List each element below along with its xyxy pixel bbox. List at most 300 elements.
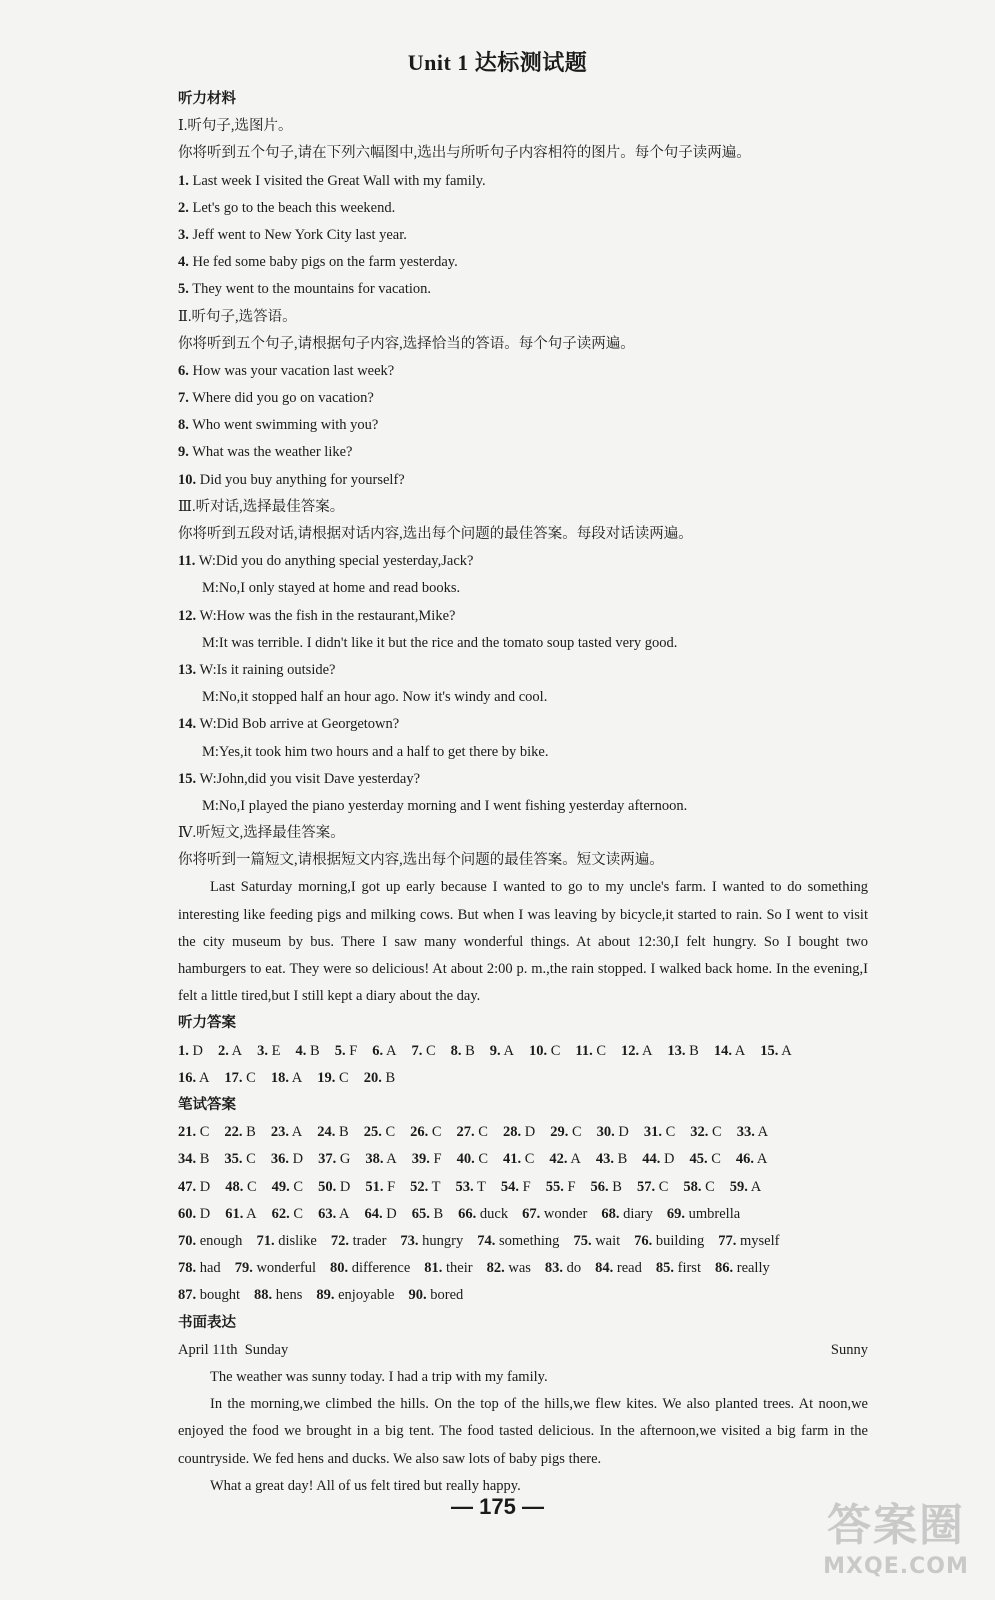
answer-value: hungry <box>418 1232 464 1249</box>
dialogue-line: M:No,it stopped half an hour ago. Now it's windy and cool. <box>202 689 548 706</box>
dialogue-line: M:No,I only stayed at home and read books. <box>202 580 461 597</box>
answer-value: F <box>518 1178 531 1195</box>
dialogue-line: M:Yes,it took him two hours and a half to get there by bike. <box>202 743 549 760</box>
answer-item <box>271 1065 302 1092</box>
answer-number: 67. <box>522 1205 541 1222</box>
answer-value: C <box>474 1151 488 1168</box>
dialogue-line: M:It was terrible. I didn't like it but the rice and the tomato soup tasted very good. <box>202 634 678 651</box>
answer-number: 16. <box>178 1069 197 1086</box>
answer-value: A <box>228 1042 243 1059</box>
answer-number: 71. <box>256 1232 275 1249</box>
answer-number: 3. <box>257 1042 269 1059</box>
answer-value: do <box>563 1260 582 1277</box>
answer-number: 12. <box>621 1042 640 1059</box>
answer-value: B <box>335 1124 349 1141</box>
answer-item <box>317 1119 348 1146</box>
answer-number: 2. <box>217 1042 229 1059</box>
answer-item <box>760 1038 791 1065</box>
answer-value: A <box>288 1069 303 1086</box>
answer-item <box>683 1174 714 1201</box>
listening-answers-heading: 听力答案 <box>178 1015 236 1032</box>
answer-value: B <box>306 1042 320 1059</box>
answer-value: difference <box>348 1260 411 1277</box>
answer-number: 47. <box>178 1178 197 1195</box>
answer-row <box>178 1255 868 1282</box>
answer-number: 88. <box>254 1287 273 1304</box>
answer-value: wonder <box>540 1205 588 1222</box>
answer-item <box>411 1038 435 1065</box>
answer-row <box>178 1282 868 1309</box>
answer-value: A <box>288 1124 303 1141</box>
answer-value: D <box>614 1124 629 1141</box>
answer-value: trader <box>348 1232 387 1249</box>
answer-item <box>365 1201 397 1228</box>
dialogue-line: 14. W:Did Bob arrive at Georgetown? <box>178 716 400 733</box>
answer-item <box>456 1174 486 1201</box>
answer-value: D <box>288 1151 304 1168</box>
answer-item <box>409 1282 464 1309</box>
answer-value: umbrella <box>685 1205 741 1222</box>
answer-number: 69. <box>666 1205 686 1222</box>
answer-item <box>335 1038 358 1065</box>
answer-value: really <box>733 1260 770 1277</box>
answer-number: 66. <box>458 1205 477 1222</box>
answer-item <box>178 1065 209 1092</box>
answer-number: 73. <box>400 1232 419 1249</box>
answer-number: 29. <box>550 1124 569 1141</box>
list-item: 4. He fed some baby pigs on the farm yesterday. <box>178 254 458 271</box>
answer-value: C <box>655 1178 669 1195</box>
answer-number: 79. <box>234 1260 253 1277</box>
answer-item <box>550 1119 581 1146</box>
answer-value: C <box>381 1124 396 1141</box>
answer-value: A <box>336 1205 350 1222</box>
answer-item <box>642 1146 674 1173</box>
answer-value: A <box>754 1151 768 1168</box>
passage: Last Saturday morning,I got up early because I wanted to go to my uncle's farm. I wanted to do something interesting like feeding pigs and milking cows. But when I was leaving by bicycle,it started to rain. So I went to visit the city museum by bus. There I saw many wonderful things. At about 12:30,I felt hungry. So I bought two hamburgers to eat. They were so delicious! At about 2:00 p. m.,the rain stopped. I walked back home. In the evening,I felt a little tired,but I still kept a diary about the day. <box>178 879 868 1005</box>
answer-value: C <box>661 1124 676 1141</box>
answer-item <box>254 1282 302 1309</box>
answer-item <box>451 1038 475 1065</box>
answer-value: dislike <box>274 1232 317 1249</box>
answer-value: C <box>568 1124 582 1141</box>
answer-item <box>400 1228 463 1255</box>
answer-item <box>225 1174 256 1201</box>
answer-item <box>487 1255 531 1282</box>
list-item: 8. Who went swimming with you? <box>178 417 379 434</box>
answer-number: 51. <box>365 1178 384 1195</box>
answer-number: 30. <box>596 1124 615 1141</box>
answer-value: A <box>778 1042 792 1059</box>
answer-item <box>410 1119 441 1146</box>
answer-value: first <box>674 1260 701 1277</box>
answer-item <box>317 1065 348 1092</box>
answer-item <box>656 1255 701 1282</box>
answer-value: A <box>383 1151 397 1168</box>
listening-answers <box>178 1038 868 1092</box>
answer-number: 35. <box>224 1151 243 1168</box>
answer-number: 72. <box>330 1232 349 1249</box>
answer-value: C <box>708 1124 722 1141</box>
answer-number: 1. <box>178 1042 189 1059</box>
answer-number: 36. <box>270 1151 289 1168</box>
answer-number: 38. <box>365 1151 384 1168</box>
answer-number: 28. <box>502 1124 522 1141</box>
answer-value: B <box>429 1205 444 1222</box>
answer-value: A <box>747 1178 762 1195</box>
answer-item <box>271 1119 302 1146</box>
answer-value: A <box>500 1042 514 1059</box>
answer-number: 20. <box>363 1069 382 1086</box>
answer-item <box>218 1038 242 1065</box>
answer-number: 82. <box>486 1260 505 1277</box>
answer-value: G <box>336 1151 351 1168</box>
answer-value: C <box>592 1042 606 1059</box>
answer-number: 75. <box>573 1232 592 1249</box>
answer-number: 5. <box>334 1042 346 1059</box>
answer-item <box>365 1174 395 1201</box>
answer-item <box>178 1255 221 1282</box>
answer-item <box>178 1119 209 1146</box>
answer-value: B <box>608 1178 622 1195</box>
answer-value: F <box>563 1178 576 1195</box>
answer-value: F <box>345 1042 358 1059</box>
answer-number: 27. <box>456 1124 475 1141</box>
answer-number: 7. <box>411 1042 423 1059</box>
answer-item <box>457 1119 488 1146</box>
answer-number: 54. <box>500 1178 519 1195</box>
watermark <box>811 1498 981 1594</box>
answer-number: 11. <box>575 1042 593 1059</box>
answer-value: C <box>335 1069 349 1086</box>
answer-item <box>318 1174 350 1201</box>
list-item: 2. Let's go to the beach this weekend. <box>178 199 396 216</box>
answer-row <box>178 1119 868 1146</box>
answer-item <box>591 1174 622 1201</box>
page-number: — 175 — <box>451 1494 544 1519</box>
answer-value: C <box>547 1042 561 1059</box>
diary-paragraph: What a great day! All of us felt tired but really happy. <box>210 1477 521 1494</box>
answer-value: bought <box>196 1287 241 1304</box>
answer-item <box>573 1228 620 1255</box>
answer-item <box>178 1038 203 1065</box>
answer-item <box>715 1255 770 1282</box>
answer-number: 65. <box>411 1205 430 1222</box>
answer-item <box>318 1201 349 1228</box>
answer-number: 13. <box>667 1042 686 1059</box>
answer-value: T <box>473 1178 486 1195</box>
answer-item <box>667 1038 698 1065</box>
answer-item <box>365 1146 396 1173</box>
answer-value: diary <box>619 1205 653 1222</box>
answer-number: 40. <box>456 1151 475 1168</box>
answer-value: C <box>196 1124 210 1141</box>
answer-number: 17. <box>224 1069 243 1086</box>
answer-number: 59. <box>729 1178 748 1195</box>
answer-value: enough <box>196 1232 243 1249</box>
answer-item <box>331 1228 387 1255</box>
answer-row <box>178 1201 868 1228</box>
answer-number: 80. <box>330 1260 349 1277</box>
answer-number: 48. <box>225 1178 244 1195</box>
answer-value: A <box>567 1151 581 1168</box>
answer-number: 70. <box>178 1232 197 1249</box>
list-item: 7. Where did you go on vacation? <box>178 390 374 407</box>
answer-number: 50. <box>318 1178 337 1195</box>
answer-value: D <box>521 1124 536 1141</box>
answer-number: 39. <box>411 1151 430 1168</box>
answer-row <box>178 1065 868 1092</box>
section-2-items <box>178 358 868 494</box>
answer-value: C <box>422 1042 436 1059</box>
answer-item <box>597 1119 629 1146</box>
answer-number: 19. <box>317 1069 336 1086</box>
answer-number: 53. <box>455 1178 474 1195</box>
answer-value: B <box>242 1124 256 1141</box>
answer-value: their <box>442 1260 473 1277</box>
answer-value: read <box>613 1260 642 1277</box>
answer-item <box>271 1146 303 1173</box>
answer-value: D <box>660 1151 675 1168</box>
answer-value: C <box>707 1151 721 1168</box>
answer-number: 61. <box>225 1205 244 1222</box>
answer-value: hens <box>272 1287 303 1304</box>
answer-item <box>224 1146 255 1173</box>
answer-value: C <box>242 1151 256 1168</box>
answer-number: 58. <box>683 1178 702 1195</box>
answer-item <box>690 1119 721 1146</box>
answer-row <box>178 1228 868 1255</box>
answer-value: wait <box>591 1232 621 1249</box>
written-answers-heading: 笔试答案 <box>178 1097 236 1114</box>
answer-value: D <box>382 1205 397 1222</box>
answer-number: 64. <box>364 1205 383 1222</box>
dialogue-line: 12. W:How was the fish in the restaurant,Mike? <box>178 607 456 624</box>
answer-number: 56. <box>590 1178 609 1195</box>
answer-item <box>503 1146 534 1173</box>
answer-item <box>458 1201 508 1228</box>
answer-number: 81. <box>424 1260 443 1277</box>
answer-item <box>364 1119 395 1146</box>
answer-value: F <box>429 1151 442 1168</box>
answer-item <box>412 1201 443 1228</box>
answer-value: D <box>336 1178 351 1195</box>
answer-value: C <box>289 1205 304 1222</box>
answer-item <box>637 1174 668 1201</box>
answer-item <box>714 1038 745 1065</box>
answer-number: 57. <box>636 1178 656 1195</box>
dialogue-line: M:No,I played the piano yesterday morning and I went fishing yesterday afternoon. <box>202 797 688 814</box>
answer-value: building <box>652 1232 705 1249</box>
answer-number: 33. <box>736 1124 755 1141</box>
answer-number: 55. <box>545 1178 564 1195</box>
answer-item <box>503 1119 535 1146</box>
diary-date: April 11th Sunday <box>178 1341 289 1358</box>
diary-weather: Sunny <box>830 1341 868 1358</box>
answer-number: 42. <box>549 1151 568 1168</box>
section-1-heading: Ⅰ.听句子,选图片。 <box>178 118 293 135</box>
answer-value: myself <box>736 1232 780 1249</box>
answer-number: 37. <box>318 1151 337 1168</box>
list-item: 9. What was the weather like? <box>178 444 353 461</box>
answer-number: 77. <box>718 1232 737 1249</box>
answer-item <box>178 1146 209 1173</box>
answer-item <box>601 1201 653 1228</box>
answer-value: B <box>381 1069 396 1086</box>
answer-item <box>718 1228 779 1255</box>
list-item: 6. How was your vacation last week? <box>178 362 395 379</box>
answer-value: B <box>461 1042 475 1059</box>
answer-number: 60. <box>178 1205 197 1222</box>
answer-number: 34. <box>178 1151 197 1168</box>
answer-value: C <box>521 1151 535 1168</box>
answer-item <box>667 1201 740 1228</box>
answer-item <box>522 1201 587 1228</box>
watermark-url: MXQE.COM <box>823 1554 969 1579</box>
answer-item <box>412 1146 442 1173</box>
dialogue-line: 13. W:Is it raining outside? <box>178 661 336 678</box>
diary-paragraph: The weather was sunny today. I had a trip with my family. <box>210 1368 548 1385</box>
section-1-items <box>178 168 868 304</box>
answer-number: 15. <box>760 1042 779 1059</box>
answer-item <box>549 1146 580 1173</box>
answer-number: 22. <box>224 1124 243 1141</box>
answer-number: 24. <box>317 1124 336 1141</box>
diary-paragraph: In the morning,we climbed the hills. On the top of the hills,we flew kites. We also planted trees. At noon,we enjoyed the food we brought in a big tent. The food tasted delicious. In the afternoon,we visited a big farm in the countryside. We fed hens and ducks. We also saw lots of baby pigs there. <box>178 1396 868 1467</box>
answer-value: duck <box>476 1205 509 1222</box>
answer-number: 9. <box>489 1042 501 1059</box>
answer-number: 78. <box>178 1260 197 1277</box>
answer-number: 21. <box>178 1124 197 1141</box>
answer-item <box>257 1038 280 1065</box>
answer-item <box>545 1255 581 1282</box>
answer-value: something <box>495 1232 560 1249</box>
answer-item <box>330 1255 410 1282</box>
answer-value: B <box>196 1151 210 1168</box>
answer-number: 87. <box>178 1287 197 1304</box>
answer-number: 89. <box>316 1287 335 1304</box>
answer-number: 32. <box>690 1124 709 1141</box>
answer-value: F <box>383 1178 396 1195</box>
answer-value: enjoyable <box>334 1287 395 1304</box>
section-4-instruction: 你将听到一篇短文,请根据短文内容,选出每个问题的最佳答案。短文读两遍。 <box>178 852 664 869</box>
list-item: 1. Last week I visited the Great Wall with my family. <box>178 172 486 189</box>
answer-number: 45. <box>689 1151 708 1168</box>
answer-number: 4. <box>295 1042 307 1059</box>
answer-item <box>596 1146 627 1173</box>
answer-value: was <box>504 1260 531 1277</box>
answer-number: 8. <box>450 1042 462 1059</box>
section-4-heading: Ⅳ.听短文,选择最佳答案。 <box>178 825 345 842</box>
answer-value: A <box>754 1124 769 1141</box>
answer-item <box>736 1146 767 1173</box>
answer-item <box>490 1038 514 1065</box>
answer-item <box>689 1146 720 1173</box>
answer-number: 90. <box>408 1287 427 1304</box>
answer-number: 68. <box>601 1205 620 1222</box>
answer-number: 25. <box>363 1124 382 1141</box>
answer-value: D <box>196 1205 211 1222</box>
answer-number: 18. <box>270 1069 289 1086</box>
answer-value: C <box>474 1124 488 1141</box>
answer-item <box>634 1228 704 1255</box>
section-2-instruction: 你将听到五个句子,请根据句子内容,选择恰当的答语。每个句子读两遍。 <box>178 335 635 352</box>
answer-item <box>372 1038 396 1065</box>
dialogue-line: 11. W:Did you do anything special yesterday,Jack? <box>178 553 474 570</box>
answer-number: 49. <box>271 1178 290 1195</box>
answer-item <box>501 1174 531 1201</box>
answer-value: D <box>196 1178 211 1195</box>
answer-number: 63. <box>318 1205 337 1222</box>
answer-item <box>224 1065 255 1092</box>
answer-number: 43. <box>595 1151 614 1168</box>
answer-item <box>424 1255 472 1282</box>
answer-number: 85. <box>655 1260 674 1277</box>
answer-item <box>272 1201 303 1228</box>
answer-item <box>178 1228 242 1255</box>
answer-value: C <box>428 1124 442 1141</box>
answer-item <box>178 1282 240 1309</box>
answer-value: A <box>196 1069 210 1086</box>
answer-row <box>178 1174 868 1201</box>
page-title: Unit 1 达标测试题 <box>407 50 588 75</box>
answer-value: C <box>243 1178 257 1195</box>
answer-number: 46. <box>735 1151 755 1168</box>
answer-value: C <box>242 1069 256 1086</box>
section-1-instruction: 你将听到五个句子,请在下列六幅图中,选出与所听句子内容相符的图片。每个句子读两遍。 <box>178 145 751 162</box>
answer-number: 86. <box>714 1260 734 1277</box>
answer-value: A <box>639 1042 653 1059</box>
answer-number: 6. <box>372 1042 384 1059</box>
answer-number: 84. <box>595 1260 614 1277</box>
answer-value: C <box>701 1178 715 1195</box>
answer-item <box>730 1174 761 1201</box>
answer-item <box>644 1119 675 1146</box>
answer-number: 76. <box>634 1232 653 1249</box>
answer-item <box>477 1228 559 1255</box>
answer-value: A <box>243 1205 257 1222</box>
list-item: 3. Jeff went to New York City last year. <box>178 226 407 243</box>
answer-number: 74. <box>477 1232 496 1249</box>
answer-value: T <box>428 1178 441 1195</box>
answer-item <box>318 1146 350 1173</box>
answer-value: E <box>268 1042 281 1059</box>
section-3-items <box>178 548 868 820</box>
watermark-logo: 答案圈 <box>827 1500 965 1551</box>
answer-value: had <box>196 1260 221 1277</box>
answer-value: B <box>613 1151 628 1168</box>
answer-item <box>546 1174 576 1201</box>
answer-number: 41. <box>502 1151 522 1168</box>
answer-number: 31. <box>643 1124 662 1141</box>
answer-item <box>224 1119 255 1146</box>
answer-number: 83. <box>544 1260 564 1277</box>
answer-number: 14. <box>713 1042 732 1059</box>
answer-number: 10. <box>528 1042 548 1059</box>
answer-value: D <box>188 1042 203 1059</box>
answer-item <box>316 1282 394 1309</box>
writing-heading: 书面表达 <box>178 1314 236 1331</box>
answer-item <box>178 1201 210 1228</box>
answer-value: wonderful <box>252 1260 317 1277</box>
answer-item <box>410 1174 440 1201</box>
answer-item <box>296 1038 320 1065</box>
answer-item <box>737 1119 768 1146</box>
answer-value: A <box>731 1042 746 1059</box>
answer-row <box>178 1146 868 1173</box>
answer-number: 52. <box>410 1178 429 1195</box>
answer-number: 26. <box>410 1124 429 1141</box>
